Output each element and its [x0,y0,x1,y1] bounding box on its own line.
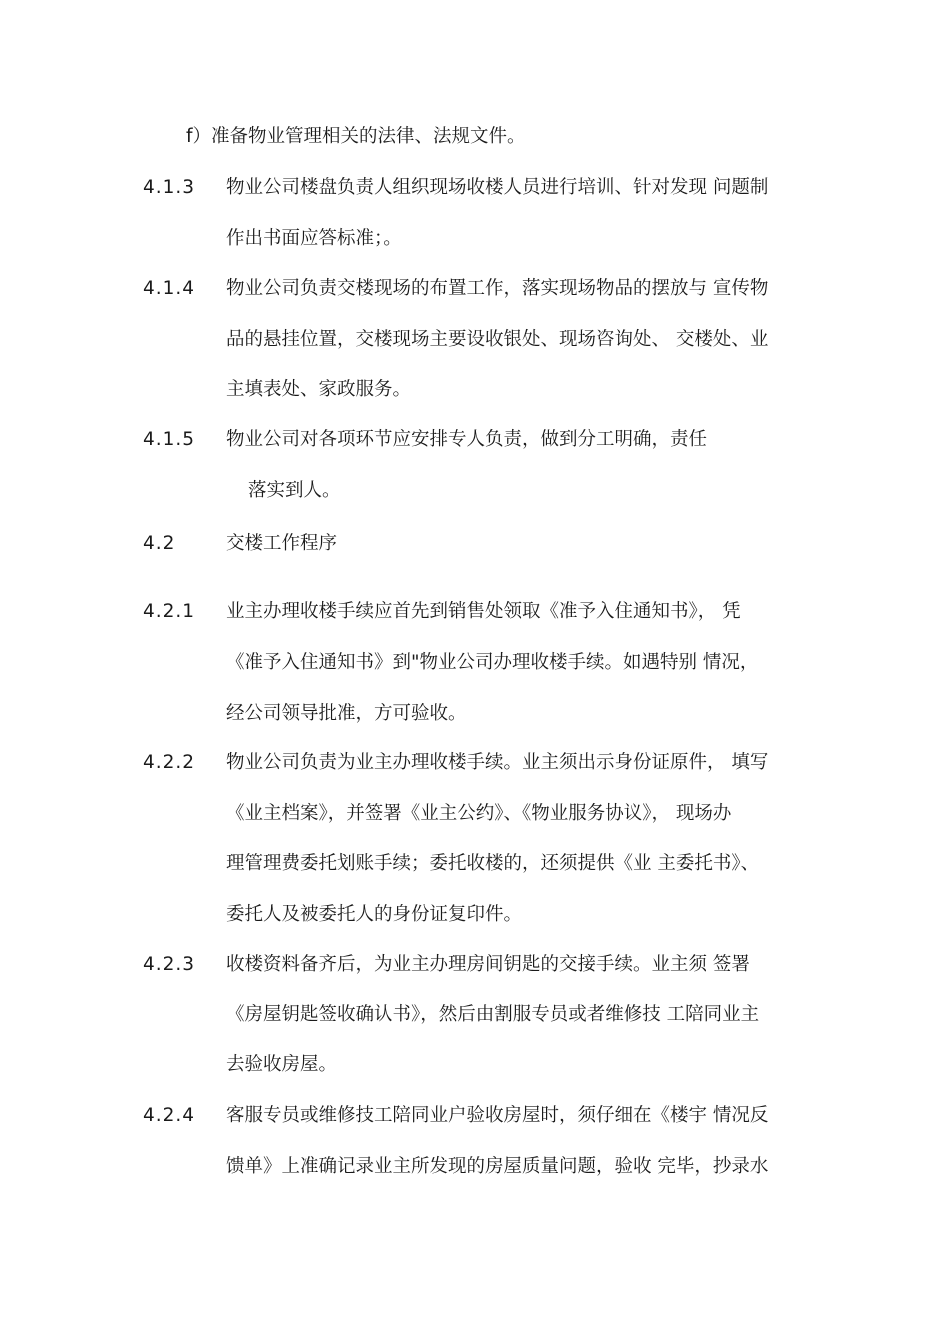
paragraph-line: 主填表处、家政服务。 [226,379,412,400]
paragraph-line: 委托人及被委托人的身份证复印件。 [226,904,523,925]
paragraph-line: 作出书面应答标准；。 [226,228,402,249]
paragraph-line: 客服专员或维修技工陪同业户验收房屋时，须仔细在《楼宇 情况反 [226,1105,769,1126]
section-number: 4.2.3 [143,954,196,975]
list-item-f: f）准备物业管理相关的法律、法规文件。 [186,126,526,147]
paragraph-line: 理管理费委托划账手续；委托收楼的，还须提供《业 主委托书》、 [226,853,760,874]
paragraph-line: 物业公司对各项环节应安排专人负责，做到分工明确，责任 [226,429,708,450]
paragraph-line: 《准予入住通知书》到"物业公司办理收楼手续。如遇特别 情况， [226,652,759,673]
section-number: 4.2.1 [143,601,196,622]
paragraph-line: 落实到人。 [248,480,341,501]
section-number: 4.2.2 [143,752,196,773]
section-number: 4.1.3 [143,177,196,198]
section-number: 4.2 [143,533,176,554]
paragraph-line: 物业公司负责为业主办理收楼手续。业主须出示身份证原件， 填写 [226,752,769,773]
section-number: 4.1.5 [143,429,196,450]
paragraph-line: 《业主档案》，并签署《业主公约》、《物业服务协议》， 现场办 [226,803,732,824]
paragraph-line: 馈单》上准确记录业主所发现的房屋质量问题，验收 完毕，抄录水 [226,1156,769,1177]
paragraph-line: 物业公司楼盘负责人组织现场收楼人员进行培训、针对发现 问题制 [226,177,769,198]
paragraph-line: 《房屋钥匙签收确认书》，然后由割服专员或者维修技 工陪同业主 [226,1004,760,1025]
paragraph-line: 业主办理收楼手续应首先到销售处领取《准予入住通知书》， 凭 [226,601,741,622]
paragraph-line: 物业公司负责交楼现场的布置工作，落实现场物品的摆放与 宣传物 [226,278,769,299]
paragraph-line: 经公司领导批准，方可验收。 [226,703,467,724]
section-heading: 交楼工作程序 [226,533,338,554]
paragraph-line: 收楼资料备齐后，为业主办理房间钥匙的交接手续。业主须 签署 [226,954,750,975]
section-number: 4.1.4 [143,278,196,299]
paragraph-line: 品的悬挂位置，交楼现场主要设收银处、现场咨询处、 交楼处、业 [226,329,769,350]
section-number: 4.2.4 [143,1105,196,1126]
paragraph-line: 去验收房屋。 [226,1054,338,1075]
